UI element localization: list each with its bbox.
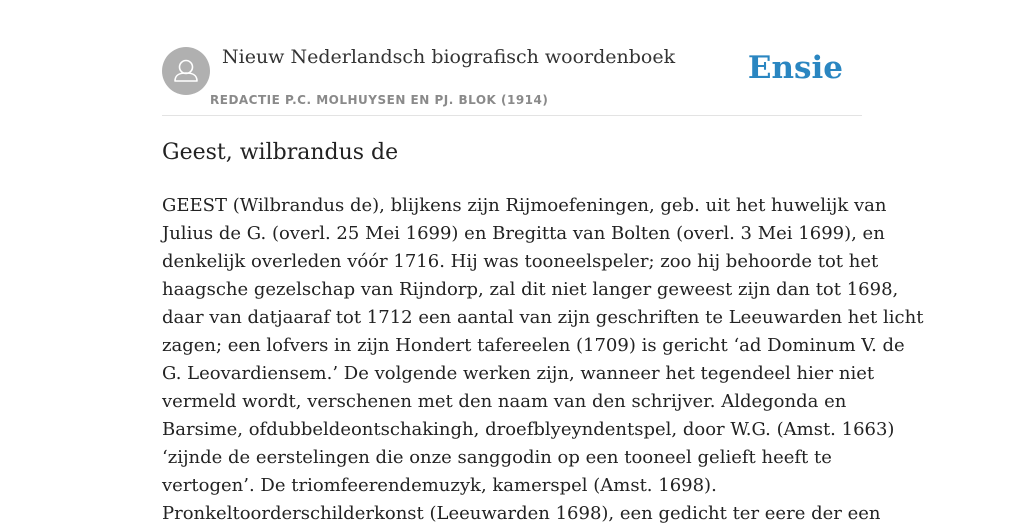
entry-body-line: Pronkeltoorderschilderkonst (Leeuwarden 1698), een gedicht ter eere der een xyxy=(162,503,881,524)
entry-body-line: zagen; een lofvers in zijn Hondert tafereelen (1709) is gericht ‘ad Dominum V. de xyxy=(162,335,905,356)
entry-body-line: Barsime, ofdubbeldeontschakingh, droefblyeyndentspel, door W.G. (Amst. 1663) xyxy=(162,419,895,440)
header-divider xyxy=(162,115,862,116)
source-title[interactable]: Nieuw Nederlandsch biografisch woordenboek xyxy=(222,46,676,68)
entry-title: Geest, wilbrandus de xyxy=(162,140,399,165)
entry-body-line: Julius de G. (overl. 25 Mei 1699) en Bregitta van Bolten (overl. 3 Mei 1699), en xyxy=(162,223,885,244)
entry-body-line: vertogen’. De triomfeerendemuzyk, kamerspel (Amst. 1698). xyxy=(162,475,717,496)
entry-body-line: G. Leovardiensem.’ De volgende werken zijn, wanneer het tegendeel hier niet xyxy=(162,363,875,384)
entry-body-line: daar van datjaaraf tot 1712 een aantal van zijn geschriften te Leeuwarden het licht xyxy=(162,307,924,328)
entry-body-line: denkelijk overleden vóór 1716. Hij was tooneelspeler; zoo hij behoorde tot het xyxy=(162,251,879,272)
entry-body-line: haagsche gezelschap van Rijndorp, zal dit niet langer geweest zijn dan tot 1698, xyxy=(162,279,899,300)
entry-body-line: vermeld wordt, verschenen met den naam van den schrijver. Aldegonda en xyxy=(162,391,847,412)
entry-body-line: GEEST (Wilbrandus de), blijkens zijn Rijmoefeningen, geb. uit het huwelijk van xyxy=(162,195,887,216)
ensie-logo[interactable]: Ensie xyxy=(747,50,843,86)
entry-body xyxy=(162,192,924,528)
user-icon xyxy=(162,47,210,95)
source-editors: REDACTIE P.C. MOLHUYSEN EN PJ. BLOK (1914) xyxy=(210,93,549,107)
entry-body-line: ‘zijnde de eerstelingen die onze sanggodin op een tooneel gelieft heeft te xyxy=(162,447,832,468)
